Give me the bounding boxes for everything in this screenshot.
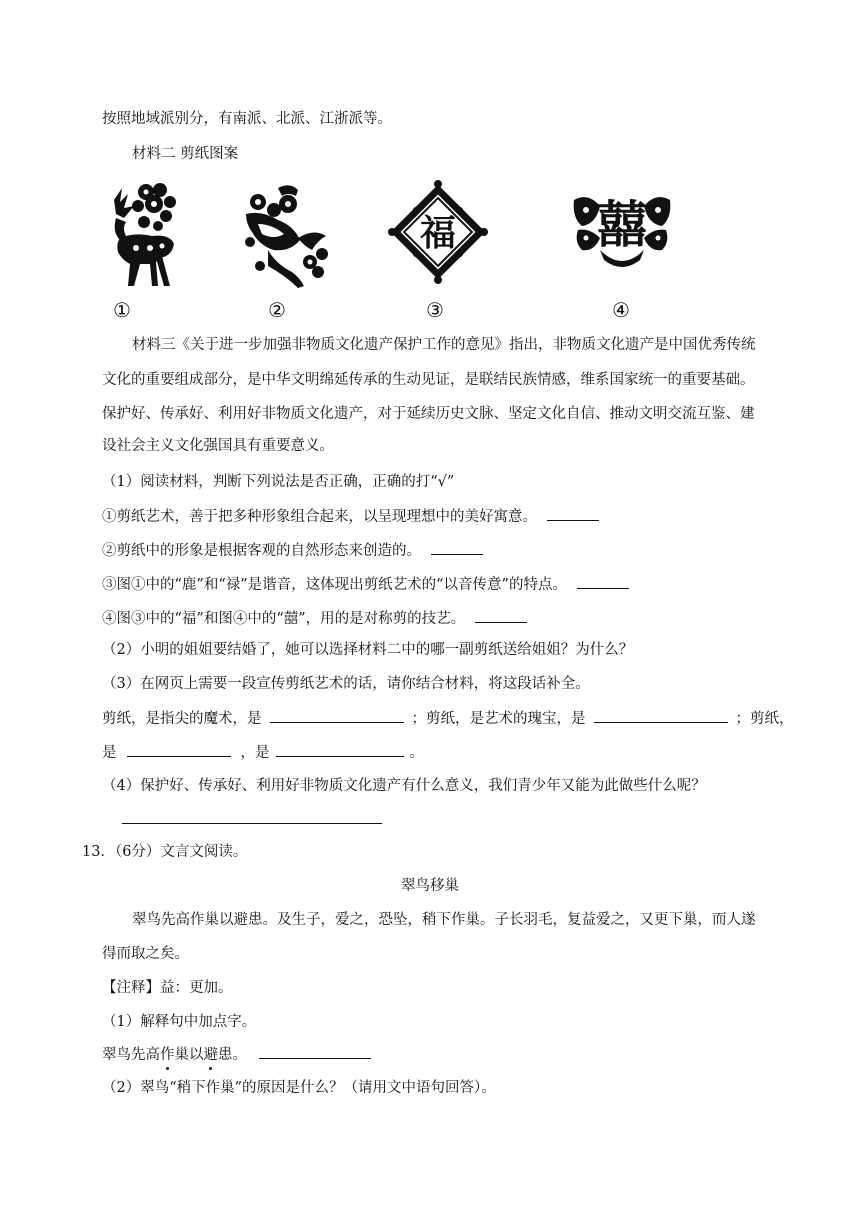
sentence-text: 巢以 <box>174 1047 204 1063</box>
answer-blank[interactable] <box>475 608 527 623</box>
bird-flower-papercut-icon <box>238 180 334 290</box>
q3-fill-text: ；剪纸， <box>735 711 794 727</box>
material3-line: 文化的重要组成部分，是中华文明绵延传承的生动见证，是联结民族情感，维系国家统一的重要基础。 <box>102 372 755 388</box>
answer-blank[interactable] <box>594 708 728 723</box>
q2-prompt: （2）小明的姐姐要结婚了，她可以选择材料二中的哪一副剪纸送给姐姐？为什么？ <box>102 642 634 658</box>
figure-label-2: ② <box>268 298 286 322</box>
q13-header: 13．（6分）文言文阅读。 <box>82 844 248 860</box>
q1-item-row <box>102 540 487 561</box>
q1-item-text: ①剪纸艺术，善于把多种形象组合起来，以呈现理想中的美好寓意。 <box>102 509 537 525</box>
q1-item-text: ②剪纸中的形象是根据客观的自然形态来创造的。 <box>102 543 421 559</box>
q13-1-sentence <box>102 1044 375 1065</box>
q1-item-text: ③图①中的“鹿”和“禄”是谐音，这体现出剪纸艺术的“以音传意”的特点。 <box>102 577 567 593</box>
passage-title: 翠鸟移巢 <box>401 878 459 894</box>
material3-line: 保护好、传承好、利用好非物质文化遗产，对于延续历史文脉、坚定文化自信、推动文明交流互鉴、建 <box>102 406 755 422</box>
q4-prompt: （4）保护好、传承好、利用好非物质文化遗产有什么意义，我们青少年又能为此做些什么呢？ <box>102 778 706 794</box>
answer-blank[interactable] <box>431 540 483 555</box>
q3-fill-text: ；剪纸，是艺术的瑰宝，是 <box>411 711 586 727</box>
answer-blank[interactable] <box>276 742 404 757</box>
figure-label-3: ③ <box>426 298 444 322</box>
material2-title: 材料二 剪纸图案 <box>132 146 239 162</box>
deer-papercut-icon <box>100 178 182 290</box>
double-happiness-papercut-icon <box>570 180 674 272</box>
passage-line: 得而取之矣。 <box>102 946 189 962</box>
q1-prompt: （1）阅读材料，判断下列说法是否正确，正确的打“√” <box>102 474 455 490</box>
sentence-text: 翠鸟先高 <box>102 1047 160 1063</box>
q3-prompt: （3）在网页上需要一段宣传剪纸艺术的话，请你结合材料，将这段话补全。 <box>102 676 590 692</box>
answer-blank[interactable] <box>547 506 599 521</box>
note-text: 【注释】益：更加。 <box>102 980 233 996</box>
passage-line: 翠鸟先高作巢以避患。及生子，爱之，恐坠，稍下作巢。子长羽毛，复益爱之，又更下巢，而人遂 <box>132 912 756 928</box>
double-happiness-character: 囍 <box>597 195 647 254</box>
q13-1-prompt: （1）解释句中加点字。 <box>102 1014 257 1030</box>
q3-fill-line-2 <box>102 742 424 763</box>
figure-label-4: ④ <box>612 298 630 322</box>
material3-line: 设社会主义文化强国具有重要意义。 <box>102 438 334 454</box>
intro-tail-text: 按照地域派别分，有南派、北派、江浙派等。 <box>102 111 392 127</box>
material3-line: 材料三《关于进一步加强非物质文化遗产保护工作的意见》指出，非物质文化遗产是中国优秀传统 <box>132 337 756 353</box>
answer-blank[interactable] <box>577 574 629 589</box>
fu-character: 福 <box>419 212 457 254</box>
q1-item-row <box>102 608 531 629</box>
q3-fill-text: 。 <box>409 745 424 761</box>
q1-item-row <box>102 506 603 527</box>
sentence-text: 患。 <box>218 1047 247 1063</box>
answer-blank[interactable] <box>270 708 404 723</box>
figure-label-1: ① <box>113 298 131 322</box>
q4-answer-line[interactable] <box>122 823 382 824</box>
answer-blank[interactable] <box>259 1044 371 1059</box>
q3-fill-text: 剪纸，是指尖的魔术，是 <box>102 711 262 727</box>
q1-item-row <box>102 574 633 595</box>
fu-character-papercut-icon <box>386 178 490 292</box>
dotted-character: 避 <box>203 1047 218 1063</box>
q1-item-text: ④图③中的“福”和图④中的“囍”，用的是对称剪的技艺。 <box>102 611 466 627</box>
q3-fill-text: ，是 <box>240 745 270 761</box>
q3-fill-line-1 <box>102 708 794 729</box>
answer-blank[interactable] <box>127 742 231 757</box>
dotted-character: 作 <box>160 1047 175 1063</box>
q13-2-prompt: （2）翠鸟“稍下作巢”的原因是什么？（请用文中语句回答）。 <box>102 1080 496 1096</box>
q3-fill-text: 是 <box>102 745 117 761</box>
